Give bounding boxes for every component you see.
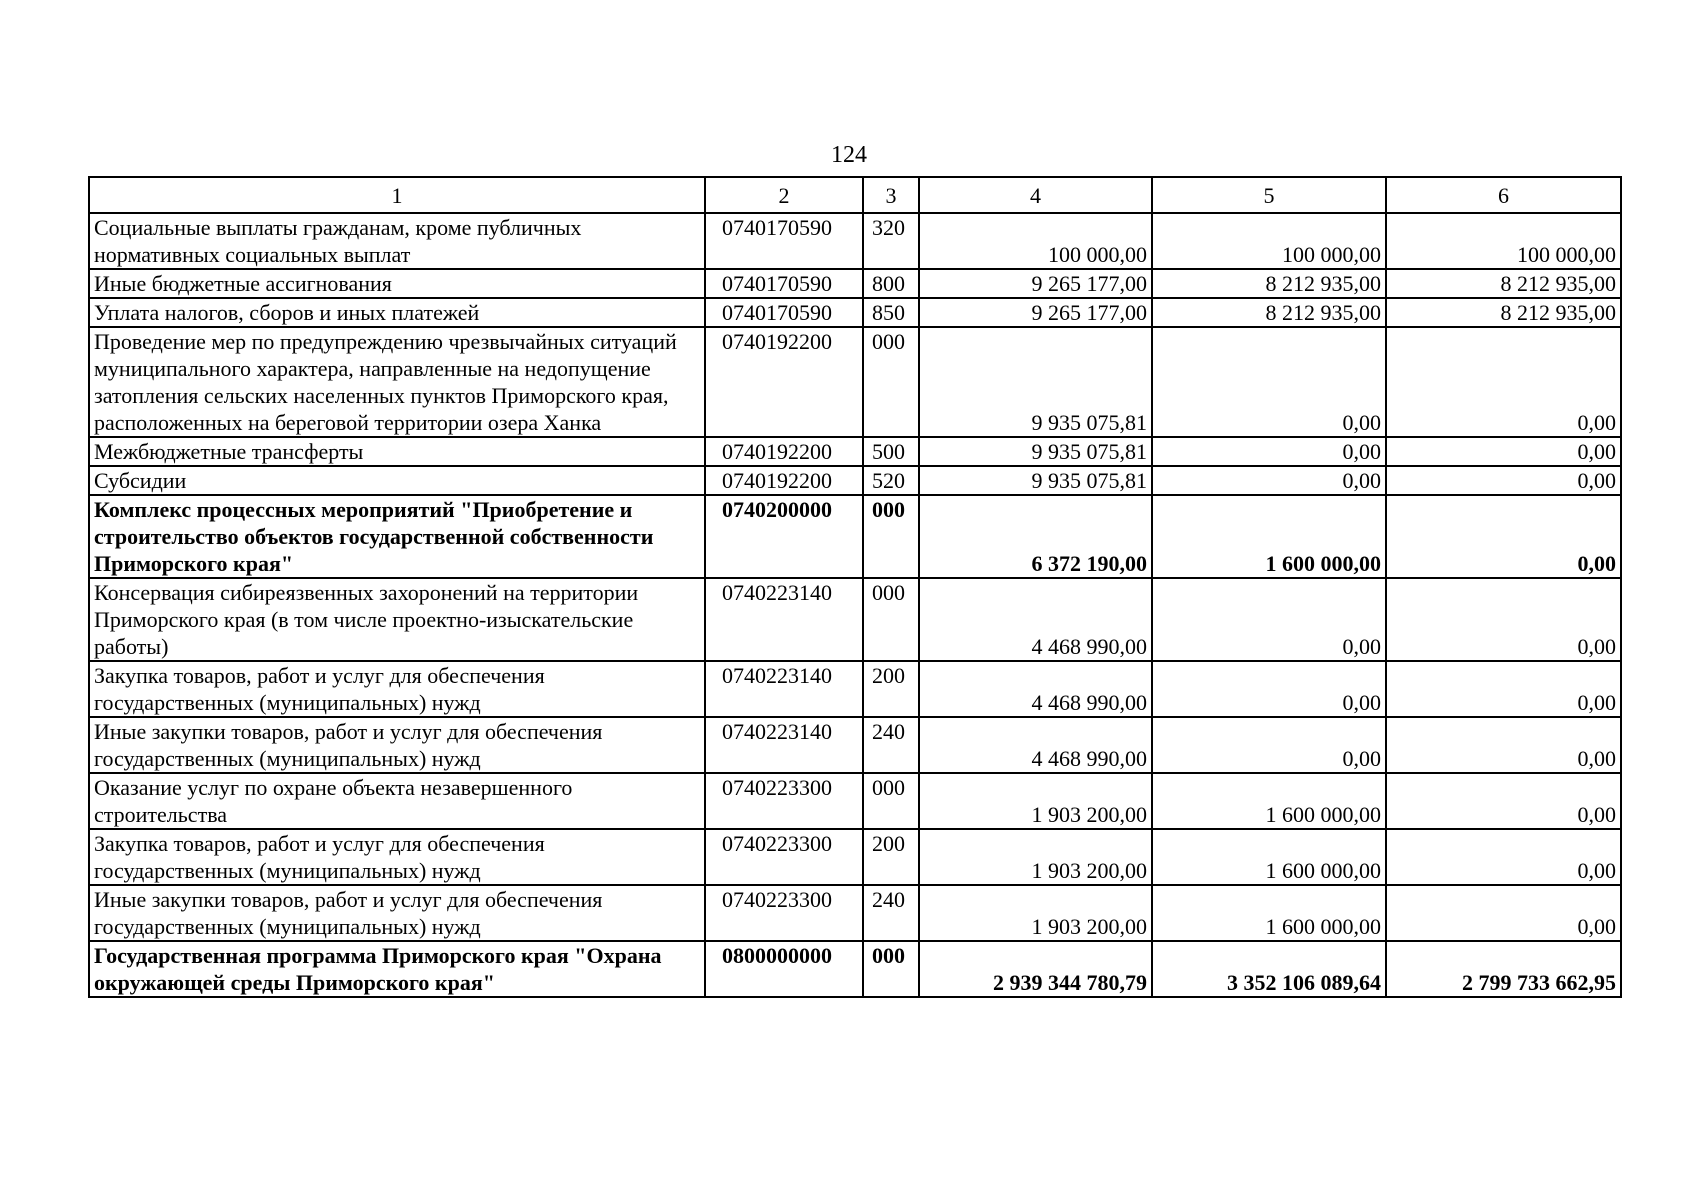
- row-value-col5-cell: 1 600 000,00: [1152, 829, 1386, 885]
- row-code-cell: 0740170590: [705, 298, 863, 327]
- column-header-1: 1: [89, 177, 705, 213]
- table-row: [89, 437, 1621, 466]
- table-row: [89, 495, 1621, 578]
- row-value-col4-cell: 2 939 344 780,79: [919, 941, 1152, 997]
- row-value-col4-cell: 4 468 990,00: [919, 717, 1152, 773]
- row-name-cell: Государственная программа Приморского края "Охрана окружающей среды Приморского края": [89, 941, 705, 997]
- row-code-cell: 0740223300: [705, 829, 863, 885]
- row-value-col5-cell: 0,00: [1152, 437, 1386, 466]
- row-value-col4-cell: 1 903 200,00: [919, 829, 1152, 885]
- table-row: [89, 213, 1621, 269]
- budget-table: [88, 176, 1622, 998]
- table-row: [89, 298, 1621, 327]
- row-type-cell: 200: [863, 661, 919, 717]
- row-type-cell: 000: [863, 941, 919, 997]
- column-header-3: 3: [863, 177, 919, 213]
- row-value-col5-cell: 0,00: [1152, 578, 1386, 661]
- row-value-col4-cell: 1 903 200,00: [919, 885, 1152, 941]
- row-code-cell: 0740192200: [705, 466, 863, 495]
- row-value-col6-cell: 0,00: [1386, 495, 1621, 578]
- table-row: [89, 885, 1621, 941]
- row-value-col5-cell: 8 212 935,00: [1152, 298, 1386, 327]
- row-type-cell: 000: [863, 495, 919, 578]
- row-value-col5-cell: 1 600 000,00: [1152, 495, 1386, 578]
- row-type-cell: 200: [863, 829, 919, 885]
- row-name-cell: Иные закупки товаров, работ и услуг для обеспечения государственных (муниципальных) нужд: [89, 885, 705, 941]
- row-value-col6-cell: 0,00: [1386, 327, 1621, 437]
- row-value-col5-cell: 0,00: [1152, 717, 1386, 773]
- row-value-col6-cell: 0,00: [1386, 466, 1621, 495]
- table-row: [89, 466, 1621, 495]
- row-value-col6-cell: 0,00: [1386, 829, 1621, 885]
- row-name-cell: Оказание услуг по охране объекта незавершенного строительства: [89, 773, 705, 829]
- row-type-cell: 520: [863, 466, 919, 495]
- column-header-2: 2: [705, 177, 863, 213]
- column-header-4: 4: [919, 177, 1152, 213]
- row-value-col6-cell: 0,00: [1386, 437, 1621, 466]
- row-value-col4-cell: 4 468 990,00: [919, 661, 1152, 717]
- row-name-cell: Иные бюджетные ассигнования: [89, 269, 705, 298]
- row-code-cell: 0740170590: [705, 213, 863, 269]
- row-value-col4-cell: 9 935 075,81: [919, 327, 1152, 437]
- table-row: [89, 661, 1621, 717]
- row-value-col5-cell: 100 000,00: [1152, 213, 1386, 269]
- row-value-col4-cell: 6 372 190,00: [919, 495, 1152, 578]
- row-name-cell: Межбюджетные трансферты: [89, 437, 705, 466]
- row-code-cell: 0740170590: [705, 269, 863, 298]
- row-name-cell: Консервация сибиреязвенных захоронений на территории Приморского края (в том числе проектно-изыскательские работы): [89, 578, 705, 661]
- row-value-col6-cell: 2 799 733 662,95: [1386, 941, 1621, 997]
- row-code-cell: 0740223300: [705, 773, 863, 829]
- row-type-cell: 000: [863, 578, 919, 661]
- table-row: [89, 829, 1621, 885]
- row-value-col4-cell: 9 935 075,81: [919, 437, 1152, 466]
- row-value-col4-cell: 1 903 200,00: [919, 773, 1152, 829]
- row-code-cell: 0740192200: [705, 437, 863, 466]
- row-name-cell: Субсидии: [89, 466, 705, 495]
- row-code-cell: 0740192200: [705, 327, 863, 437]
- table-row: [89, 941, 1621, 997]
- row-type-cell: 800: [863, 269, 919, 298]
- row-value-col6-cell: 0,00: [1386, 773, 1621, 829]
- row-code-cell: 0740200000: [705, 495, 863, 578]
- row-name-cell: Иные закупки товаров, работ и услуг для обеспечения государственных (муниципальных) нужд: [89, 717, 705, 773]
- row-value-col6-cell: 0,00: [1386, 717, 1621, 773]
- table-row: [89, 717, 1621, 773]
- row-value-col5-cell: 1 600 000,00: [1152, 773, 1386, 829]
- row-type-cell: 500: [863, 437, 919, 466]
- row-value-col4-cell: 9 935 075,81: [919, 466, 1152, 495]
- row-value-col6-cell: 0,00: [1386, 885, 1621, 941]
- row-name-cell: Уплата налогов, сборов и иных платежей: [89, 298, 705, 327]
- table-row: [89, 773, 1621, 829]
- row-code-cell: 0740223140: [705, 661, 863, 717]
- row-value-col4-cell: 9 265 177,00: [919, 298, 1152, 327]
- page-number: 124: [831, 142, 867, 168]
- table-header-row: [89, 177, 1621, 213]
- row-value-col5-cell: 8 212 935,00: [1152, 269, 1386, 298]
- row-value-col4-cell: 4 468 990,00: [919, 578, 1152, 661]
- row-name-cell: Комплекс процессных мероприятий "Приобретение и строительство объектов государственной собственности Приморского края": [89, 495, 705, 578]
- row-value-col6-cell: 0,00: [1386, 661, 1621, 717]
- row-name-cell: Социальные выплаты гражданам, кроме публичных нормативных социальных выплат: [89, 213, 705, 269]
- row-value-col6-cell: 0,00: [1386, 578, 1621, 661]
- row-type-cell: 000: [863, 327, 919, 437]
- column-header-5: 5: [1152, 177, 1386, 213]
- row-name-cell: Проведение мер по предупреждению чрезвычайных ситуаций муниципального характера, направленные на недопущение затопления сельских населенных пунктов Приморского края, расположенных на береговой территории озера Ханка: [89, 327, 705, 437]
- row-value-col4-cell: 100 000,00: [919, 213, 1152, 269]
- row-value-col5-cell: 1 600 000,00: [1152, 885, 1386, 941]
- row-value-col5-cell: 0,00: [1152, 466, 1386, 495]
- row-code-cell: 0800000000: [705, 941, 863, 997]
- table-row: [89, 327, 1621, 437]
- row-value-col6-cell: 8 212 935,00: [1386, 298, 1621, 327]
- row-type-cell: 850: [863, 298, 919, 327]
- row-name-cell: Закупка товаров, работ и услуг для обеспечения государственных (муниципальных) нужд: [89, 661, 705, 717]
- row-code-cell: 0740223300: [705, 885, 863, 941]
- table-row: [89, 269, 1621, 298]
- row-value-col6-cell: 8 212 935,00: [1386, 269, 1621, 298]
- row-code-cell: 0740223140: [705, 578, 863, 661]
- row-value-col5-cell: 3 352 106 089,64: [1152, 941, 1386, 997]
- row-value-col5-cell: 0,00: [1152, 661, 1386, 717]
- row-name-cell: Закупка товаров, работ и услуг для обеспечения государственных (муниципальных) нужд: [89, 829, 705, 885]
- row-value-col5-cell: 0,00: [1152, 327, 1386, 437]
- column-header-6: 6: [1386, 177, 1621, 213]
- row-type-cell: 240: [863, 717, 919, 773]
- row-value-col4-cell: 9 265 177,00: [919, 269, 1152, 298]
- row-type-cell: 320: [863, 213, 919, 269]
- table-row: [89, 578, 1621, 661]
- row-type-cell: 000: [863, 773, 919, 829]
- row-type-cell: 240: [863, 885, 919, 941]
- row-code-cell: 0740223140: [705, 717, 863, 773]
- row-value-col6-cell: 100 000,00: [1386, 213, 1621, 269]
